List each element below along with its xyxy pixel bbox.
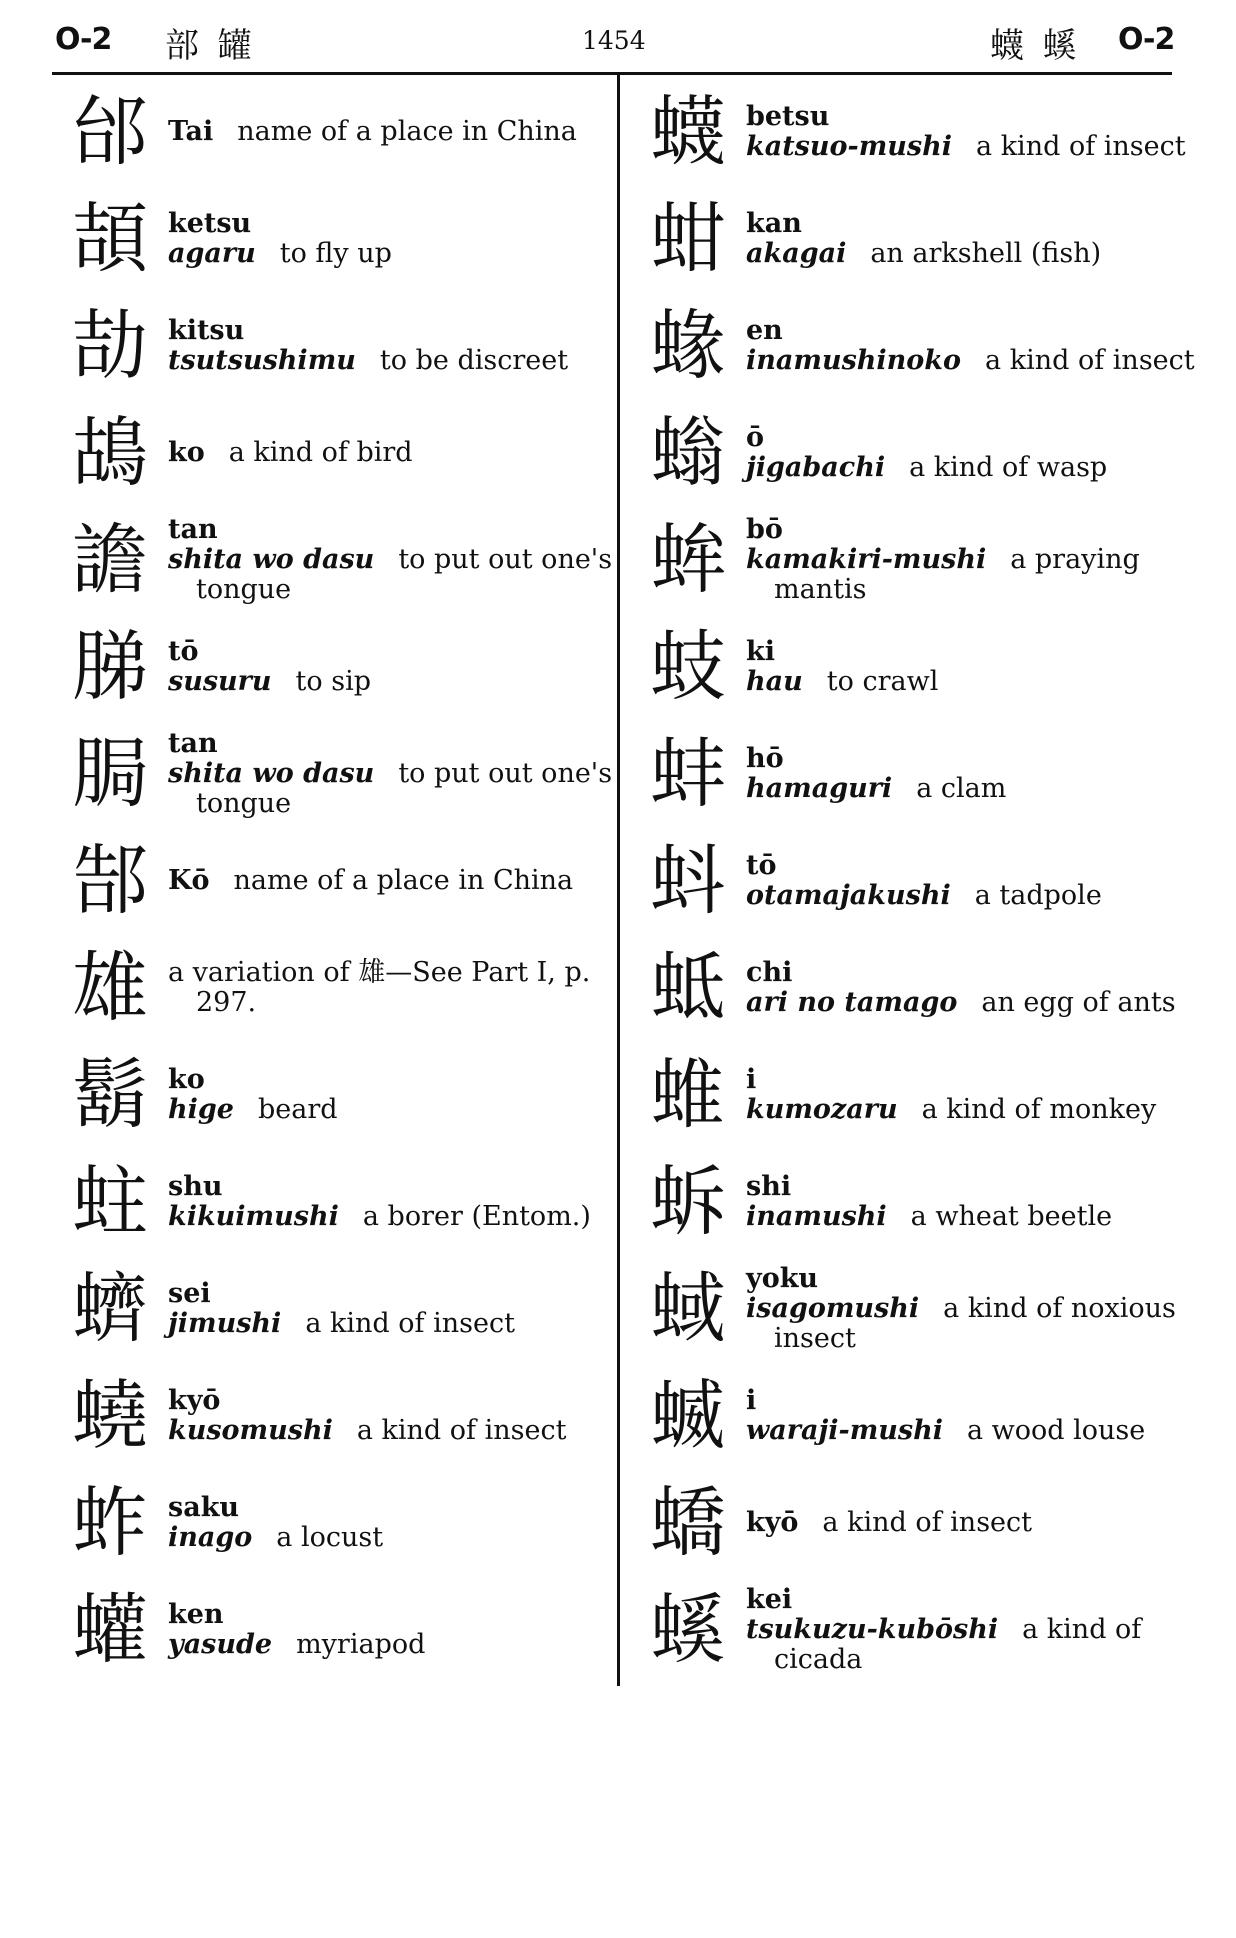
entry-japanese-word: jimushi — [168, 1307, 282, 1339]
entry-kanji: 譫 — [72, 514, 148, 604]
entry-line — [746, 453, 1198, 483]
entry-line — [746, 1508, 1198, 1538]
entry-kanji: 蜮 — [650, 1263, 726, 1353]
entry-body — [168, 78, 620, 185]
entry-body — [746, 1576, 1198, 1683]
entry-japanese-word: otamajakushi — [746, 879, 951, 911]
dictionary-entry — [638, 292, 1198, 399]
entry-kanji: 鬍 — [72, 1049, 148, 1139]
entry-kanji: 蛑 — [650, 514, 726, 604]
entry-body — [168, 292, 620, 399]
entry-definition: a wood louse — [966, 1414, 1146, 1446]
entry-definition: beard — [257, 1093, 338, 1125]
entry-body — [746, 1469, 1198, 1576]
entry-continuation: insect — [774, 1322, 856, 1354]
entry-continuation: tongue — [196, 787, 292, 819]
dictionary-entry — [60, 613, 620, 720]
entry-line — [168, 1416, 620, 1446]
entry-kanji: 蝝 — [650, 300, 726, 390]
entry-reading: kyō — [168, 1384, 221, 1416]
entry-definition: a kind of — [1022, 1613, 1142, 1645]
entry-definition: an arkshell (fish) — [870, 237, 1102, 269]
dictionary-entry — [60, 827, 620, 934]
left-column — [60, 78, 620, 1683]
dictionary-entry — [60, 185, 620, 292]
entry-line — [746, 545, 1198, 575]
entry-reading: kyō — [746, 1506, 799, 1538]
entry-reading: saku — [168, 1491, 240, 1523]
entry-reading: en — [746, 314, 783, 346]
entry-line — [746, 667, 1198, 697]
entry-continuation: 297. — [196, 986, 257, 1018]
entry-reading: bō — [746, 513, 783, 545]
entry-reading: yoku — [746, 1262, 819, 1294]
entry-definition: a kind of noxious — [943, 1292, 1176, 1324]
entry-kanji: 蚌 — [650, 728, 726, 818]
entry-kanji: 螉 — [650, 407, 726, 497]
entry-body — [746, 1041, 1198, 1148]
entry-body — [168, 1576, 620, 1683]
entry-line — [746, 132, 1198, 162]
entry-kanji: 劼 — [72, 300, 148, 390]
entry-line — [746, 1416, 1198, 1446]
entry-line — [746, 1202, 1198, 1232]
entry-kanji: 雄 — [72, 942, 148, 1032]
entry-reading: ken — [168, 1598, 224, 1630]
entry-definition: a kind of insect — [976, 130, 1186, 162]
entry-kanji: 蚑 — [650, 621, 726, 711]
entry-line — [168, 1630, 620, 1660]
entry-reading: Kō — [168, 864, 210, 896]
entry-japanese-word: hau — [746, 665, 803, 697]
entry-line — [746, 1615, 1198, 1645]
entry-definition: myriapod — [296, 1628, 426, 1660]
entry-body — [168, 934, 620, 1041]
entry-body — [168, 1148, 620, 1255]
dictionary-entry — [60, 1469, 620, 1576]
entry-line — [168, 667, 620, 697]
entry-japanese-word: tsutsushimu — [168, 344, 356, 376]
entry-definition: a locust — [276, 1521, 384, 1553]
section-label-right: O-2 — [1118, 22, 1175, 57]
dictionary-entry — [638, 1362, 1198, 1469]
entry-body — [168, 506, 620, 613]
entry-reading: tō — [168, 635, 199, 667]
entry-definition: an egg of ants — [981, 986, 1176, 1018]
entry-japanese-word: kusomushi — [168, 1414, 333, 1446]
entry-line — [168, 759, 620, 789]
entry-reading: ketsu — [168, 207, 252, 239]
entry-definition: to fly up — [279, 237, 392, 269]
dictionary-entry — [638, 399, 1198, 506]
entry-definition: a kind of insect — [356, 1414, 567, 1446]
dictionary-entry — [638, 720, 1198, 827]
entry-japanese-word: isagomushi — [746, 1292, 920, 1324]
entry-body — [746, 934, 1198, 1041]
entry-definition: a kind of insect — [985, 344, 1195, 376]
entry-kanji: 頡 — [72, 193, 148, 283]
entry-definition: a clam — [916, 772, 1007, 804]
dictionary-entry — [60, 506, 620, 613]
entry-body — [746, 185, 1198, 292]
dictionary-entry — [60, 399, 620, 506]
entry-reading: i — [746, 1384, 757, 1416]
entry-japanese-word: yasude — [168, 1628, 273, 1660]
entry-kanji: 䏱 — [72, 728, 148, 818]
entry-definition: a tadpole — [974, 879, 1102, 911]
entry-body — [168, 1469, 620, 1576]
entry-kanji: 蝛 — [650, 1370, 726, 1460]
dictionary-entry — [60, 720, 620, 827]
entry-reading: betsu — [746, 100, 830, 132]
entry-definition: a kind of wasp — [909, 451, 1108, 483]
entry-japanese-word: akagai — [746, 237, 847, 269]
entry-line — [168, 1095, 620, 1125]
dictionary-entry — [638, 1041, 1198, 1148]
entry-definition: to crawl — [826, 665, 939, 697]
dictionary-entry — [638, 613, 1198, 720]
entry-reading: tan — [168, 513, 218, 545]
entry-line — [746, 1095, 1198, 1125]
entry-body — [746, 1255, 1198, 1362]
entry-definition: name of a place in China — [237, 115, 577, 147]
dictionary-entry — [638, 934, 1198, 1041]
dictionary-entry — [60, 1576, 620, 1683]
entry-kanji: 蠛 — [650, 86, 726, 176]
entry-line — [746, 1294, 1198, 1324]
entry-kanji: 蚳 — [650, 942, 726, 1032]
entry-body — [746, 78, 1198, 185]
entry-line — [746, 774, 1198, 804]
entry-reading: tō — [746, 849, 777, 881]
entry-reading: ko — [168, 436, 205, 468]
entry-japanese-word: inamushi — [746, 1200, 887, 1232]
header-kanji-left: 部 罐 — [165, 26, 256, 66]
entry-kanji: 蠸 — [72, 1584, 148, 1674]
entry-reading: kan — [746, 207, 802, 239]
header-kanji-right: 蠛 螇 — [990, 26, 1081, 66]
dictionary-entry — [638, 1469, 1198, 1576]
entry-kanji: 䏲 — [72, 621, 148, 711]
entry-body — [168, 1041, 620, 1148]
dictionary-entry — [638, 827, 1198, 934]
entry-reading: ō — [746, 421, 765, 453]
entry-japanese-word: susuru — [168, 665, 272, 697]
entry-japanese-word: ari no tamago — [746, 986, 958, 1018]
entry-reading: shu — [168, 1170, 223, 1202]
entry-japanese-word: waraji-mushi — [746, 1414, 943, 1446]
entry-body — [746, 506, 1198, 613]
entry-continuation: tongue — [196, 573, 292, 605]
entry-definition: to put out one's — [398, 543, 613, 575]
entry-kanji: 螇 — [650, 1584, 726, 1674]
entry-definition: a wheat beetle — [910, 1200, 1113, 1232]
entry-kanji: 郜 — [72, 835, 148, 925]
right-column — [638, 78, 1198, 1683]
entry-body — [168, 613, 620, 720]
dictionary-entry — [638, 78, 1198, 185]
entry-definition: a praying — [1010, 543, 1140, 575]
entry-line — [168, 1309, 620, 1339]
entry-japanese-word: agaru — [168, 237, 256, 269]
entry-definition: a kind of insect — [305, 1307, 515, 1339]
entry-body — [168, 1255, 620, 1362]
entry-body — [168, 185, 620, 292]
entry-definition: a borer (Entom.) — [362, 1200, 591, 1232]
entry-kanji: 蚸 — [650, 1156, 726, 1246]
entry-body — [746, 827, 1198, 934]
dictionary-entry — [60, 78, 620, 185]
entry-kanji: 蟯 — [72, 1370, 148, 1460]
entry-japanese-word: kamakiri-mushi — [746, 543, 987, 575]
entry-line — [168, 239, 620, 269]
dictionary-entry — [638, 1255, 1198, 1362]
dictionary-entry — [60, 1148, 620, 1255]
entry-body — [746, 292, 1198, 399]
entry-japanese-word: kumozaru — [746, 1093, 898, 1125]
entry-line — [168, 117, 620, 147]
section-label-left: O-2 — [55, 22, 112, 57]
entry-line — [746, 346, 1198, 376]
entry-kanji: 蚶 — [650, 193, 726, 283]
entry-kanji: 鴣 — [72, 407, 148, 497]
entry-continuation: mantis — [774, 573, 867, 605]
header-rule — [52, 72, 1172, 75]
entry-japanese-word: inago — [168, 1521, 253, 1553]
entry-reading: tan — [168, 727, 218, 759]
entry-line — [168, 1523, 620, 1553]
entry-line — [746, 881, 1198, 911]
entry-reading: kitsu — [168, 314, 245, 346]
entry-reading: shi — [746, 1170, 792, 1202]
entry-line — [746, 988, 1198, 1018]
entry-kanji: 邰 — [72, 86, 148, 176]
entry-reading: sei — [168, 1277, 211, 1309]
entry-reading: kei — [746, 1583, 793, 1615]
entry-definition: to sip — [295, 665, 371, 697]
entry-japanese-word: hamaguri — [746, 772, 893, 804]
dictionary-entry — [60, 934, 620, 1041]
entry-japanese-word: katsuo-mushi — [746, 130, 953, 162]
entry-japanese-word: shita wo dasu — [168, 757, 375, 789]
entry-definition: a kind of insect — [822, 1506, 1032, 1538]
dictionary-entry — [638, 1148, 1198, 1255]
entry-reading: Tai — [168, 115, 214, 147]
entry-kanji: 蠐 — [72, 1263, 148, 1353]
entry-kanji: 蚪 — [650, 835, 726, 925]
entry-reading: ko — [168, 1063, 205, 1095]
entry-definition: a kind of monkey — [921, 1093, 1157, 1125]
entry-definition: to be discreet — [379, 344, 569, 376]
entry-line — [168, 346, 620, 376]
entry-body — [746, 1362, 1198, 1469]
entry-line — [168, 438, 620, 468]
entry-reading: chi — [746, 956, 793, 988]
entry-kanji: 蟜 — [650, 1477, 726, 1567]
entry-definition: to put out one's — [398, 757, 613, 789]
dictionary-entry — [60, 1362, 620, 1469]
entry-definition: a kind of bird — [228, 436, 413, 468]
entry-body — [168, 399, 620, 506]
entry-body — [746, 720, 1198, 827]
dictionary-entry — [60, 1255, 620, 1362]
entry-kanji: 蛀 — [72, 1156, 148, 1246]
entry-line — [746, 239, 1198, 269]
entry-line — [168, 866, 620, 896]
entry-japanese-word: tsukuzu-kubōshi — [746, 1613, 999, 1645]
entry-continuation: cicada — [774, 1643, 863, 1675]
entry-reading: i — [746, 1063, 757, 1095]
entry-japanese-word: shita wo dasu — [168, 543, 375, 575]
dictionary-entry — [638, 506, 1198, 613]
entry-kanji: 蜼 — [650, 1049, 726, 1139]
entry-body — [746, 613, 1198, 720]
dictionary-entry — [638, 185, 1198, 292]
entry-japanese-word: kikuimushi — [168, 1200, 339, 1232]
entry-body — [168, 1362, 620, 1469]
entry-body — [746, 1148, 1198, 1255]
entry-japanese-word: inamushinoko — [746, 344, 962, 376]
entry-reading: ki — [746, 635, 775, 667]
entry-body — [168, 720, 620, 827]
dictionary-entry — [60, 1041, 620, 1148]
entry-japanese-word: jigabachi — [746, 451, 886, 483]
entry-kanji: 蚱 — [72, 1477, 148, 1567]
page-number: 1454 — [582, 26, 646, 55]
entry-body — [168, 827, 620, 934]
dictionary-entry — [638, 1576, 1198, 1683]
entry-japanese-word: hige — [168, 1093, 234, 1125]
entry-body — [746, 399, 1198, 506]
entry-reading: hō — [746, 742, 784, 774]
entry-line — [168, 545, 620, 575]
entry-line — [168, 1202, 620, 1232]
entry-definition: name of a place in China — [233, 864, 574, 896]
entry-definition: a variation of 雄—See Part I, p. — [168, 956, 591, 988]
dictionary-entry — [60, 292, 620, 399]
